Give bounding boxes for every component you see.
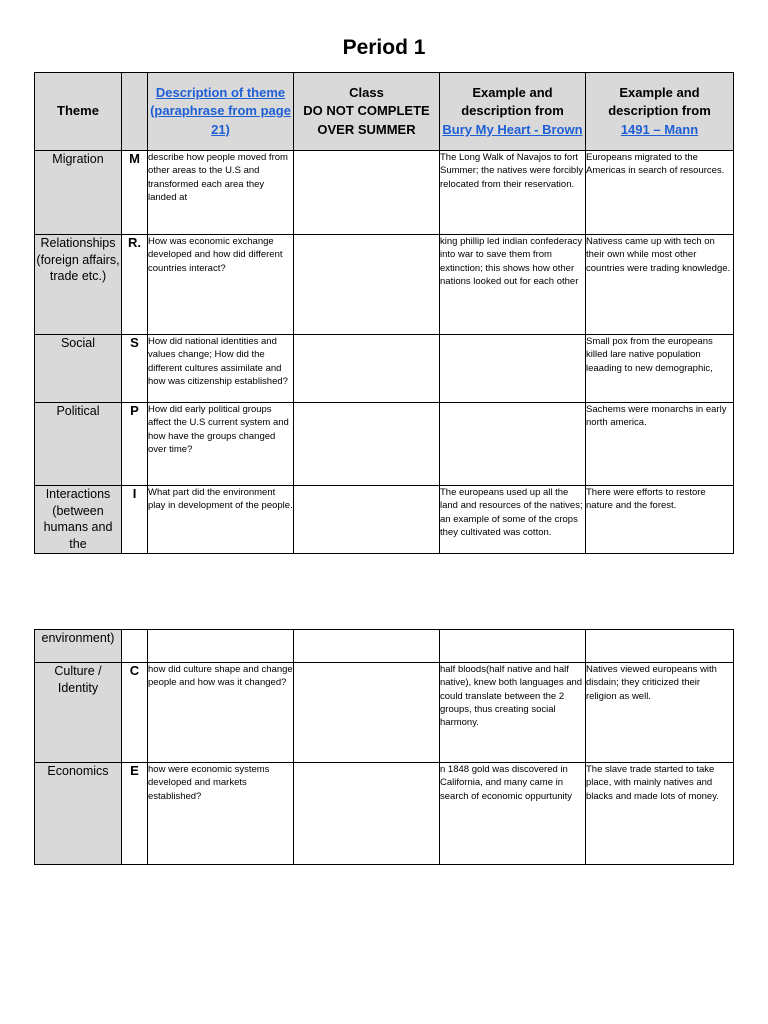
mann-cell[interactable]	[586, 630, 734, 663]
mann-cell[interactable]: Nativess came up with tech on their own while most other countries were trading knowledge.	[586, 235, 734, 335]
class-cell[interactable]	[294, 235, 440, 335]
mann-cell[interactable]: Sachems were monarchs in early north america.	[586, 403, 734, 486]
mann-cell[interactable]: Europeans migrated to the Americas in search of resources.	[586, 151, 734, 235]
header-theme: Theme	[35, 73, 122, 151]
brown-cell[interactable]	[440, 630, 586, 663]
theme-cell: environment)	[35, 630, 122, 663]
header-mann-prefix: Example and description from	[608, 84, 711, 119]
description-cell[interactable]: What part did the environment play in development of the people.	[148, 486, 294, 554]
table-row	[35, 335, 734, 403]
description-cell[interactable]: How was economic exchange developed and how did different countries interact?	[148, 235, 294, 335]
header-mann	[586, 73, 734, 151]
class-cell[interactable]	[294, 663, 440, 763]
description-cell[interactable]: how did culture shape and change people and how was it changed?	[148, 663, 294, 763]
header-class-line2: DO NOT COMPLETE OVER SUMMER	[303, 103, 430, 137]
letter-cell: R.	[122, 235, 148, 335]
class-cell[interactable]	[294, 335, 440, 403]
header-row	[35, 73, 734, 151]
brown-cell[interactable]: half bloods(half native and half native), knew both languages and could translate between the 2 groups, thus creating social harmony.	[440, 663, 586, 763]
letter-cell: C	[122, 663, 148, 763]
theme-cell: Social	[35, 335, 122, 403]
letter-cell: M	[122, 151, 148, 235]
description-cell[interactable]: how were economic systems developed and markets established?	[148, 763, 294, 865]
header-brown-prefix: Example and description from	[461, 84, 564, 119]
header-brown	[440, 73, 586, 151]
letter-cell: S	[122, 335, 148, 403]
brown-cell[interactable]: The Long Walk of Navajos to fort Summer; the natives were forcibly relocated from their reservation.	[440, 151, 586, 235]
theme-cell: Interactions (between humans and the	[35, 486, 122, 554]
theme-cell: Migration	[35, 151, 122, 235]
table-row	[35, 663, 734, 763]
themes-table	[34, 72, 734, 554]
class-cell[interactable]	[294, 486, 440, 554]
letter-cell: I	[122, 486, 148, 554]
description-cell[interactable]: How did national identities and values change; How did the different cultures assimilate and how was citizenship established?	[148, 335, 294, 403]
description-cell[interactable]	[148, 630, 294, 663]
letter-cell: E	[122, 763, 148, 865]
header-description[interactable]	[148, 73, 294, 151]
table-row	[35, 763, 734, 865]
class-cell[interactable]	[294, 403, 440, 486]
class-cell[interactable]	[294, 151, 440, 235]
table-row	[35, 630, 734, 663]
mann-link[interactable]: 1491 – Mann	[620, 121, 699, 137]
page-title: Period 1	[342, 36, 426, 59]
header-class	[294, 73, 440, 151]
class-cell[interactable]	[294, 630, 440, 663]
header-letter	[122, 73, 148, 151]
class-cell[interactable]	[294, 763, 440, 865]
letter-cell: P	[122, 403, 148, 486]
brown-link[interactable]: Bury My Heart - Brown	[442, 121, 583, 137]
table-row	[35, 403, 734, 486]
header-class-line1: Class	[349, 84, 384, 100]
description-cell[interactable]: How did early political groups affect the U.S current system and how have the groups changed over time?	[148, 403, 294, 486]
mann-cell[interactable]: Small pox from the europeans killed lare native population leaading to new demographic,	[586, 335, 734, 403]
theme-cell: Economics	[35, 763, 122, 865]
themes-table-continued	[34, 629, 734, 865]
description-link[interactable]: Description of theme (paraphrase from page 21)	[150, 84, 291, 137]
theme-cell: Culture / Identity	[35, 663, 122, 763]
theme-cell: Relationships (foreign affairs, trade etc.)	[35, 235, 122, 335]
mann-cell[interactable]: Natives viewed europeans with disdain; they criticized their religion as well.	[586, 663, 734, 763]
brown-cell[interactable]: king phillip led indian confederacy into war to save them from extinction; this shows how other nations looked out for each other	[440, 235, 586, 335]
theme-cell: Political	[35, 403, 122, 486]
mann-cell[interactable]: There were efforts to restore nature and the forest.	[586, 486, 734, 554]
table-row	[35, 486, 734, 554]
mann-cell[interactable]: The slave trade started to take place, with mainly natives and blacks and made lots of money.	[586, 763, 734, 865]
brown-cell[interactable]	[440, 403, 586, 486]
table-row	[35, 235, 734, 335]
brown-cell[interactable]: The europeans used up all the land and resources of the natives; an example of some of the crops they cultivated was cotton.	[440, 486, 586, 554]
description-cell[interactable]: describe how people moved from other areas to the U.S and transformed each area they landed at	[148, 151, 294, 235]
brown-cell[interactable]: n 1848 gold was discovered in California, and many came in search of economic oppurtunity	[440, 763, 586, 865]
letter-cell	[122, 630, 148, 663]
table-row	[35, 151, 734, 235]
brown-cell[interactable]	[440, 335, 586, 403]
